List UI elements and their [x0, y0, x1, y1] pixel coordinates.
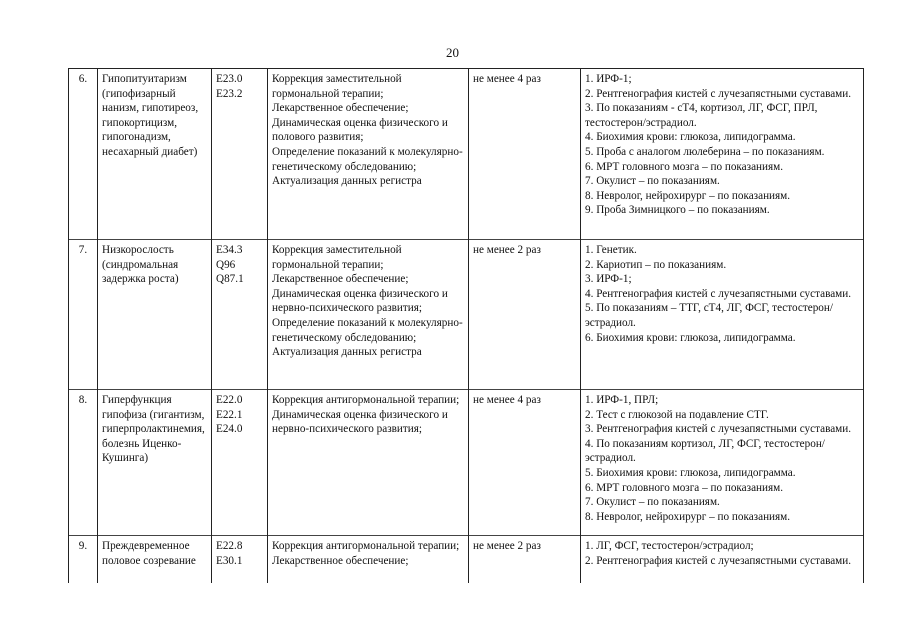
icd-codes-cell	[212, 536, 268, 584]
measures-cell	[268, 536, 469, 584]
row-number: 9.	[78, 540, 88, 552]
exam-item: 2. Тест с глюкозой на подавление СТГ.	[585, 408, 769, 421]
frequency-cell	[469, 69, 581, 240]
row-number: 7.	[78, 244, 88, 256]
frequency-text: не менее 2 раз	[473, 540, 541, 552]
frequency-cell	[469, 390, 581, 536]
measure-item: Определение показаний к молекулярно-генетическому обследованию;	[272, 316, 463, 344]
table-row	[69, 536, 864, 584]
exam-item: 7. Окулист – по показаниям.	[585, 175, 720, 188]
diagnosis-cell	[98, 390, 212, 536]
diagnosis-text: Преждевременное половое созревание	[102, 540, 196, 567]
exam-item: 1. ИРФ-1, ПРЛ;	[585, 394, 659, 406]
exam-item: 8. Невролог, нейрохирург – по показаниям.	[585, 189, 791, 202]
row-number-cell	[69, 390, 98, 536]
icd-code: E22.0	[216, 394, 243, 406]
measure-item: Лекарственное обеспечение;	[272, 273, 409, 286]
page-number: 20	[446, 45, 459, 60]
exam-item: 4. Биохимия крови: глюкоза, липидограмма.	[585, 131, 796, 144]
exam-item: 1. ЛГ, ФСГ, тестостерон/эстрадиол;	[585, 540, 754, 552]
table-row	[69, 240, 864, 390]
measure-item: Актуализация данных регистра	[272, 346, 422, 359]
diagnosis-text: Низкорослость (синдромальная задержка роста)	[102, 244, 179, 286]
diagnosis-text: Гиперфункция гипофиза (гигантизм, гиперпролактинемия, болезнь Иценко-Кушинга)	[102, 394, 205, 465]
frequency-text: не менее 4 раз	[473, 73, 541, 85]
exam-item: 5. По показаниям – ТТГ, сТ4, ЛГ, ФСГ, тестостерон/эстрадиол.	[585, 302, 833, 329]
exam-item: 6. МРТ головного мозга – по показаниям.	[585, 160, 784, 173]
exam-item: 3. Рентгенография кистей с лучезапястными суставами.	[585, 423, 852, 436]
exam-item: 3. ИРФ-1;	[585, 273, 632, 286]
exams-cell	[581, 390, 864, 536]
icd-code: E30.1	[216, 554, 243, 567]
examination-table	[68, 68, 864, 583]
exams-cell	[581, 69, 864, 240]
diagnosis-cell	[98, 536, 212, 584]
exam-item: 9. Проба Зимницкого – по показаниям.	[585, 204, 770, 217]
exam-item: 3. По показаниям - сТ4, кортизол, ЛГ, ФСГ, ПРЛ, тестостерон/эстрадиол.	[585, 102, 818, 129]
exam-item: 4. Рентгенография кистей с лучезапястными суставами.	[585, 287, 852, 300]
icd-code: E23.2	[216, 87, 243, 100]
exam-item: 6. МРТ головного мозга – по показаниям.	[585, 481, 784, 494]
exams-cell	[581, 240, 864, 390]
diagnosis-text: Гипопитуитаризм (гипофизарный нанизм, гипотиреоз, гипокортицизм, гипогонадизм, несахарный диабет)	[102, 73, 199, 158]
measures-cell	[268, 240, 469, 390]
icd-code: E24.0	[216, 423, 243, 436]
table-row	[69, 390, 864, 536]
icd-code: E23.0	[216, 73, 243, 85]
table-row	[69, 69, 864, 240]
row-number: 8.	[78, 394, 88, 406]
measure-item: Лекарственное обеспечение;	[272, 554, 409, 567]
exam-item: 1. ИРФ-1;	[585, 73, 632, 85]
row-number: 6.	[78, 73, 88, 85]
row-number-cell	[69, 536, 98, 584]
diagnosis-cell	[98, 240, 212, 390]
exam-item: 7. Окулист – по показаниям.	[585, 496, 720, 509]
measure-item: Динамическая оценка физического и нервно-психического развития;	[272, 287, 448, 315]
measure-item: Коррекция заместительной гормональной терапии;	[272, 73, 402, 100]
exam-item: 2. Кариотип – по показаниям.	[585, 258, 727, 271]
frequency-cell	[469, 536, 581, 584]
icd-code: Q87.1	[216, 273, 244, 286]
exams-cell	[581, 536, 864, 584]
frequency-text: не менее 4 раз	[473, 394, 541, 406]
measure-item: Коррекция антигормональной терапии;	[272, 540, 460, 552]
row-number-cell	[69, 69, 98, 240]
icd-code: E22.8	[216, 540, 243, 552]
icd-codes-cell	[212, 240, 268, 390]
exam-item: 5. Проба с аналогом люлеберина – по показаниям.	[585, 145, 825, 158]
measures-cell	[268, 69, 469, 240]
icd-codes-cell	[212, 69, 268, 240]
measure-item: Лекарственное обеспечение;	[272, 102, 409, 115]
measure-item: Определение показаний к молекулярно-генетическому обследованию;	[272, 145, 463, 173]
measure-item: Актуализация данных регистра	[272, 175, 422, 188]
icd-code: E22.1	[216, 408, 243, 421]
icd-code: Q96	[216, 258, 236, 271]
exam-item: 5. Биохимия крови: глюкоза, липидограмма.	[585, 466, 796, 479]
icd-code: E34.3	[216, 244, 243, 256]
icd-codes-cell	[212, 390, 268, 536]
frequency-text: не менее 2 раз	[473, 244, 541, 256]
row-number-cell	[69, 240, 98, 390]
exam-item: 4. По показаниям кортизол, ЛГ, ФСГ, тестостерон/эстрадиол.	[585, 437, 825, 465]
measure-item: Динамическая оценка физического и полового развития;	[272, 116, 448, 144]
table-body	[69, 69, 864, 584]
frequency-cell	[469, 240, 581, 390]
exam-item: 2. Рентгенография кистей с лучезапястными суставами.	[585, 554, 852, 567]
measure-item: Коррекция заместительной гормональной терапии;	[272, 244, 402, 271]
exam-item: 2. Рентгенография кистей с лучезапястными суставами.	[585, 87, 852, 100]
measure-item: Коррекция антигормональной терапии;	[272, 394, 460, 406]
measure-item: Динамическая оценка физического и нервно-психического развития;	[272, 408, 448, 436]
measures-cell	[268, 390, 469, 536]
diagnosis-cell	[98, 69, 212, 240]
exam-item: 1. Генетик.	[585, 244, 637, 256]
exam-item: 8. Невролог, нейрохирург – по показаниям.	[585, 510, 791, 523]
exam-item: 6. Биохимия крови: глюкоза, липидограмма.	[585, 331, 796, 344]
